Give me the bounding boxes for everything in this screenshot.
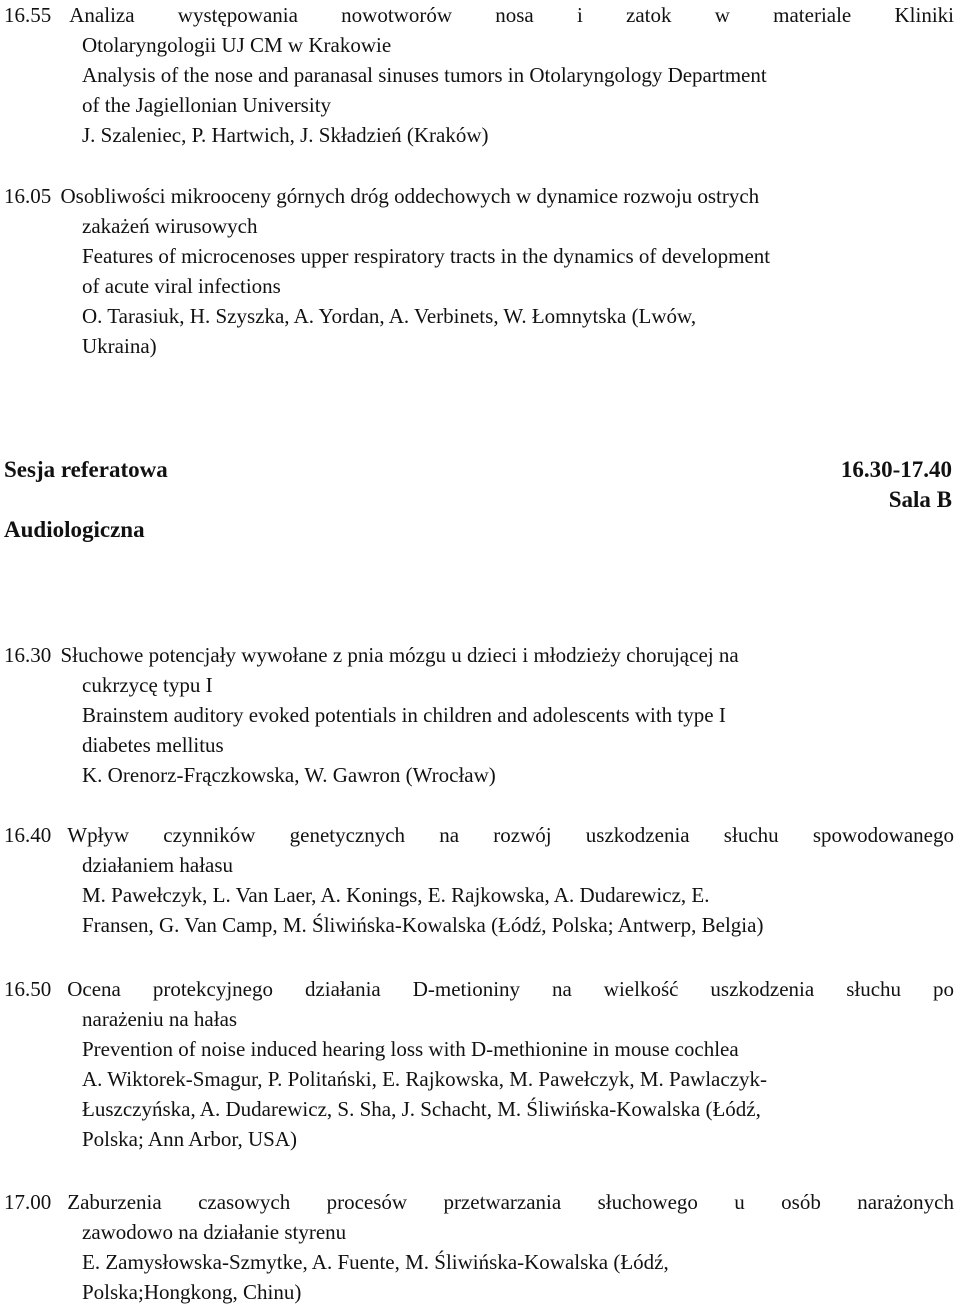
entry-pl-title: Otolaryngologii UJ CM w Krakowie [82, 33, 392, 57]
entry-en-title: Analysis of the nose and paranasal sinuses tumors in Otolaryngology Department [82, 63, 767, 87]
program-entry [4, 640, 954, 790]
entry-authors: J. Szaleniec, P. Hartwich, J. Składzień (Kraków) [82, 123, 489, 147]
entry-pl-title: działaniem hałasu [82, 853, 234, 877]
program-entry [4, 820, 954, 940]
entry-first-line [4, 181, 954, 211]
entry-en-title: Features of microcenoses upper respiratory tracts in the dynamics of development [82, 244, 771, 268]
entry-pl-title: Słuchowe potencjały wywołane z pnia mózgu u dzieci i młodzieży chorującej na [60, 643, 739, 667]
entry-authors: A. Wiktorek-Smagur, P. Politański, E. Rajkowska, M. Pawełczyk, M. Pawlaczyk- [82, 1067, 768, 1091]
entry-en-title: diabetes mellitus [82, 733, 224, 757]
entry-authors: Łuszczyńska, A. Dudarewicz, S. Sha, J. Schacht, M. Śliwińska-Kowalska (Łódź, [82, 1097, 761, 1121]
entry-authors: Ukraina) [82, 334, 157, 358]
entry-pl-title: Analiza występowania nowotworów nosa i zatok w materiale Kliniki [69, 3, 954, 27]
entry-time: 16.55 [4, 3, 52, 27]
entry-authors: M. Pawełczyk, L. Van Laer, A. Konings, E. Rajkowska, A. Dudarewicz, E. [82, 883, 710, 907]
session-subtitle: Audiologiczna [4, 517, 145, 542]
entry-pl-title: zakażeń wirusowych [82, 214, 258, 238]
session-title: Sesja referatowa [4, 457, 168, 482]
entry-time: 16.40 [4, 823, 52, 847]
entry-first-line [4, 820, 954, 850]
session-room: Sala B [888, 487, 952, 512]
entry-first-line [4, 0, 954, 30]
entry-first-line [4, 974, 954, 1004]
entry-time: 17.00 [4, 1190, 52, 1214]
entry-time: 16.50 [4, 977, 52, 1001]
entry-authors: O. Tarasiuk, H. Szyszka, A. Yordan, A. Verbinets, W. Łomnytska (Lwów, [82, 304, 697, 328]
program-entry [4, 1187, 954, 1307]
entry-pl-title: Wpływ czynników genetycznych na rozwój uszkodzenia słuchu spowodowanego [67, 823, 954, 847]
entry-en-title: Brainstem auditory evoked potentials in children and adolescents with type I [82, 703, 726, 727]
entry-authors: Polska; Ann Arbor, USA) [82, 1127, 298, 1151]
entry-pl-title: Zaburzenia czasowych procesów przetwarzania słuchowego u osób narażonych [67, 1190, 954, 1214]
entry-authors: Polska;Hongkong, Chinu) [82, 1280, 302, 1304]
entry-en-title: Prevention of noise induced hearing loss with D-methionine in mouse cochlea [82, 1037, 739, 1061]
entry-time: 16.30 [4, 643, 52, 667]
entry-en-title: of acute viral infections [82, 274, 281, 298]
entry-pl-title: narażeniu na hałas [82, 1007, 238, 1031]
entry-authors: Fransen, G. Van Camp, M. Śliwińska-Kowalska (Łódź, Polska; Antwerp, Belgia) [82, 913, 764, 937]
entry-first-line [4, 1187, 954, 1217]
entry-pl-title: Osobliwości mikrooceny górnych dróg oddechowych w dynamice rozwoju ostrych [60, 184, 760, 208]
entry-en-title: of the Jagiellonian University [82, 93, 332, 117]
entry-time: 16.05 [4, 184, 52, 208]
session-time: 16.30-17.40 [840, 457, 952, 482]
entry-pl-title: cukrzycę typu I [82, 673, 213, 697]
entry-pl-title: zawodowo na działanie styrenu [82, 1220, 347, 1244]
program-entry [4, 974, 954, 1154]
session-header [4, 455, 952, 545]
program-entry [4, 0, 954, 150]
entry-authors: E. Zamysłowska-Szmytke, A. Fuente, M. Śliwińska-Kowalska (Łódź, [82, 1250, 669, 1274]
entry-authors: K. Orenorz-Frączkowska, W. Gawron (Wrocław) [82, 763, 496, 787]
entry-first-line [4, 640, 954, 670]
entry-pl-title: Ocena protekcyjnego działania D-metioniny na wielkość uszkodzenia słuchu po [67, 977, 954, 1001]
program-entry [4, 181, 954, 361]
